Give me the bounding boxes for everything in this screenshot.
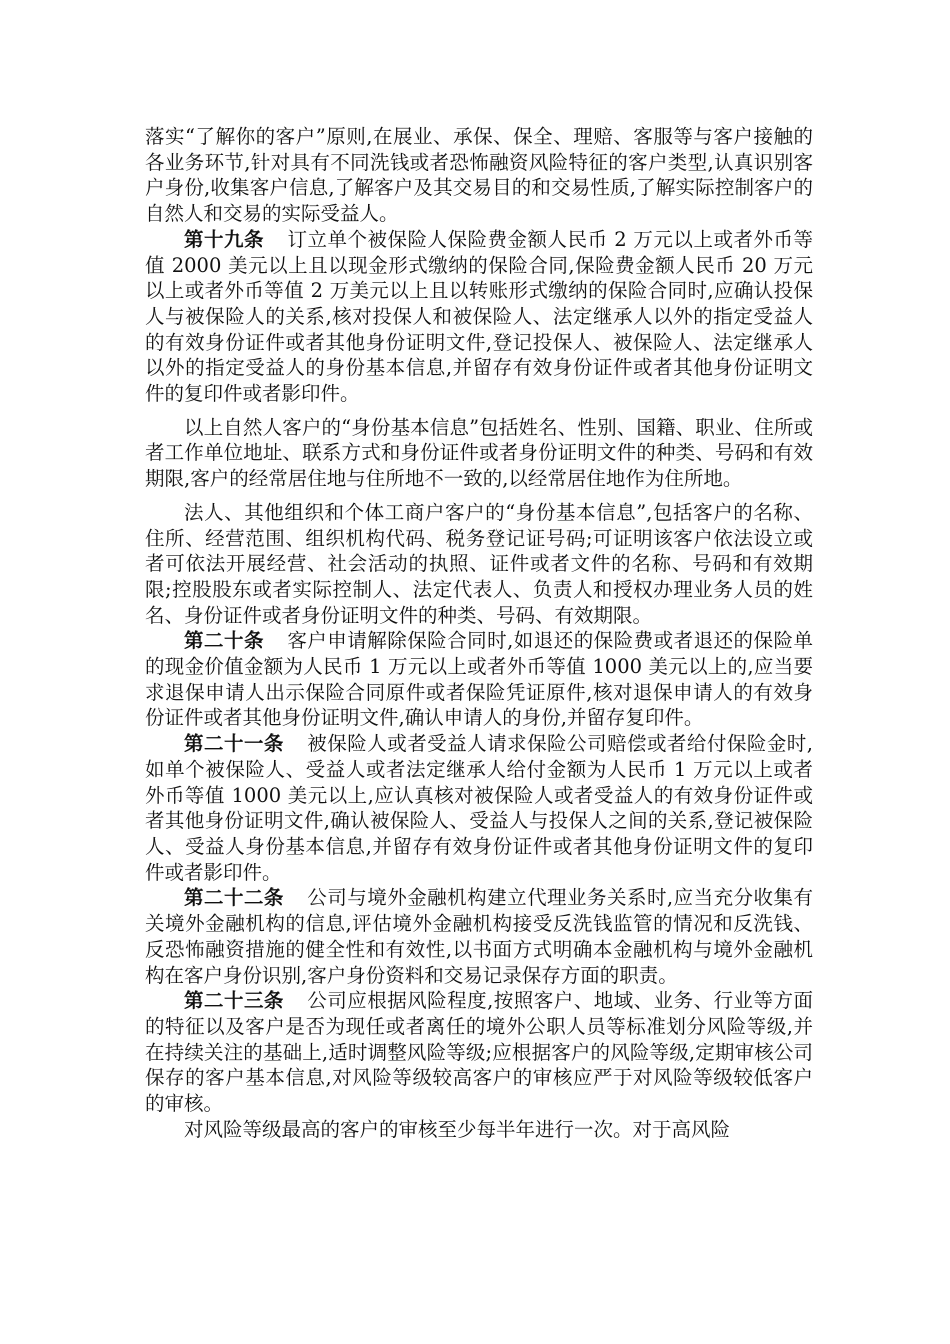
- paragraph-text: 公司应根据风险程度,按照客户、地域、业务、行业等方面的特征以及客户是否为现任或者离任的境外公职人员等标准划分风险等级,并在持续关注的基础上,适时调整风险等级;应根据客户的风险等级,定期审核公司保存的客户基本信息,对风险等级较高客户的审核应严于对风险等级较低客户的审核。: [145, 989, 813, 1116]
- paragraph-text: 客户申请解除保险合同时,如退还的保险费或者退还的保险单的现金价值金额为人民币 1 万元以上或者外币等值 1000 美元以上的,应当要求退保申请人出示保险合同原件或者保险凭证原件,核对退保申请人的有效身份证件或者其他身份证明文件,确认申请人的身份,并留存复印件。: [145, 629, 813, 730]
- document-body: [145, 124, 813, 1142]
- paragraph-natural-person-info: [145, 415, 813, 492]
- article-19: [145, 227, 813, 407]
- paragraph-text: 被保险人或者受益人请求保险公司赔偿或者给付保险金时,如单个被保险人、受益人或者法定继承人给付金额为人民币 1 万元以上或者外币等值 1000 美元以上,应认真核对被保险人或者受益人的有效身份证件或者其他身份证明文件,确认被保险人、受益人与投保人之间的关系,登记被保险人、受益人身份基本信息,并留存有效身份证件或者其他身份证明文件的复印件或者影印件。: [145, 732, 813, 884]
- paragraph-text: 落实“了解你的客户”原则,在展业、承保、保全、理赔、客服等与客户接触的各业务环节,针对具有不同洗钱或者恐怖融资风险特征的客户类型,认真识别客户身份,收集客户信息,了解客户及其交易目的和交易性质,了解实际控制客户的自然人和交易的实际受益人。: [145, 125, 813, 226]
- paragraph-high-risk-review: [145, 1117, 813, 1143]
- article-title: 第二十一条: [184, 732, 284, 756]
- paragraph-text: 对风险等级最高的客户的审核至少每半年进行一次。对于高风险: [184, 1117, 731, 1141]
- paragraph-text: 订立单个被保险人保险费金额人民币 2 万元以上或者外币等值 2000 美元以上且以现金形式缴纳的保险合同,保险费金额人民币 20 万元以上或者外币等值 2 万美元以上且以转账形式缴纳的保险合同时,应确认投保人与被保险人的关系,核对投保人和被保险人、法定继承人以外的指定受益人的有效身份证件或者其他身份证明文件,登记投保人、被保险人、法定继承人以外的指定受益人的身份基本信息,并留存有效身份证件或者其他身份证明文件的复印件或者影印件。: [145, 227, 813, 406]
- article-title: 第二十二条: [184, 886, 284, 910]
- paragraph-text: 法人、其他组织和个体工商户客户的“身份基本信息”,包括客户的名称、住所、经营范围、组织机构代码、税务登记证号码;可证明该客户依法设立或者可依法开展经营、社会活动的执照、证件或者文件的名称、号码和有效期限;控股股东或者实际控制人、法定代表人、负责人和授权办理业务人员的姓名、身份证件或者身份证明文件的种类、号码、有效期限。: [145, 500, 813, 627]
- article-23: [145, 988, 813, 1117]
- article-title: 第十九条: [184, 227, 265, 251]
- article-21: [145, 731, 813, 885]
- paragraph-legal-person-info: [145, 500, 813, 629]
- paragraph-text: 公司与境外金融机构建立代理业务关系时,应当充分收集有关境外金融机构的信息,评估境外金融机构接受反洗钱监管的情况和反洗钱、反恐怖融资措施的健全性和有效性,以书面方式明确本金融机构与境外金融机构在客户身份识别,客户身份资料和交易记录保存方面的职责。: [145, 886, 813, 987]
- article-title: 第二十三条: [184, 989, 284, 1013]
- article-20: [145, 628, 813, 731]
- article-title: 第二十条: [184, 629, 264, 653]
- paragraph-continued: [145, 124, 813, 227]
- article-22: [145, 885, 813, 988]
- paragraph-text: 以上自然人客户的“身份基本信息”包括姓名、性别、国籍、职业、住所或者工作单位地址、联系方式和身份证件或者身份证明文件的种类、号码和有效期限,客户的经常居住地与住所地不一致的,以经常居住地作为住所地。: [145, 415, 813, 491]
